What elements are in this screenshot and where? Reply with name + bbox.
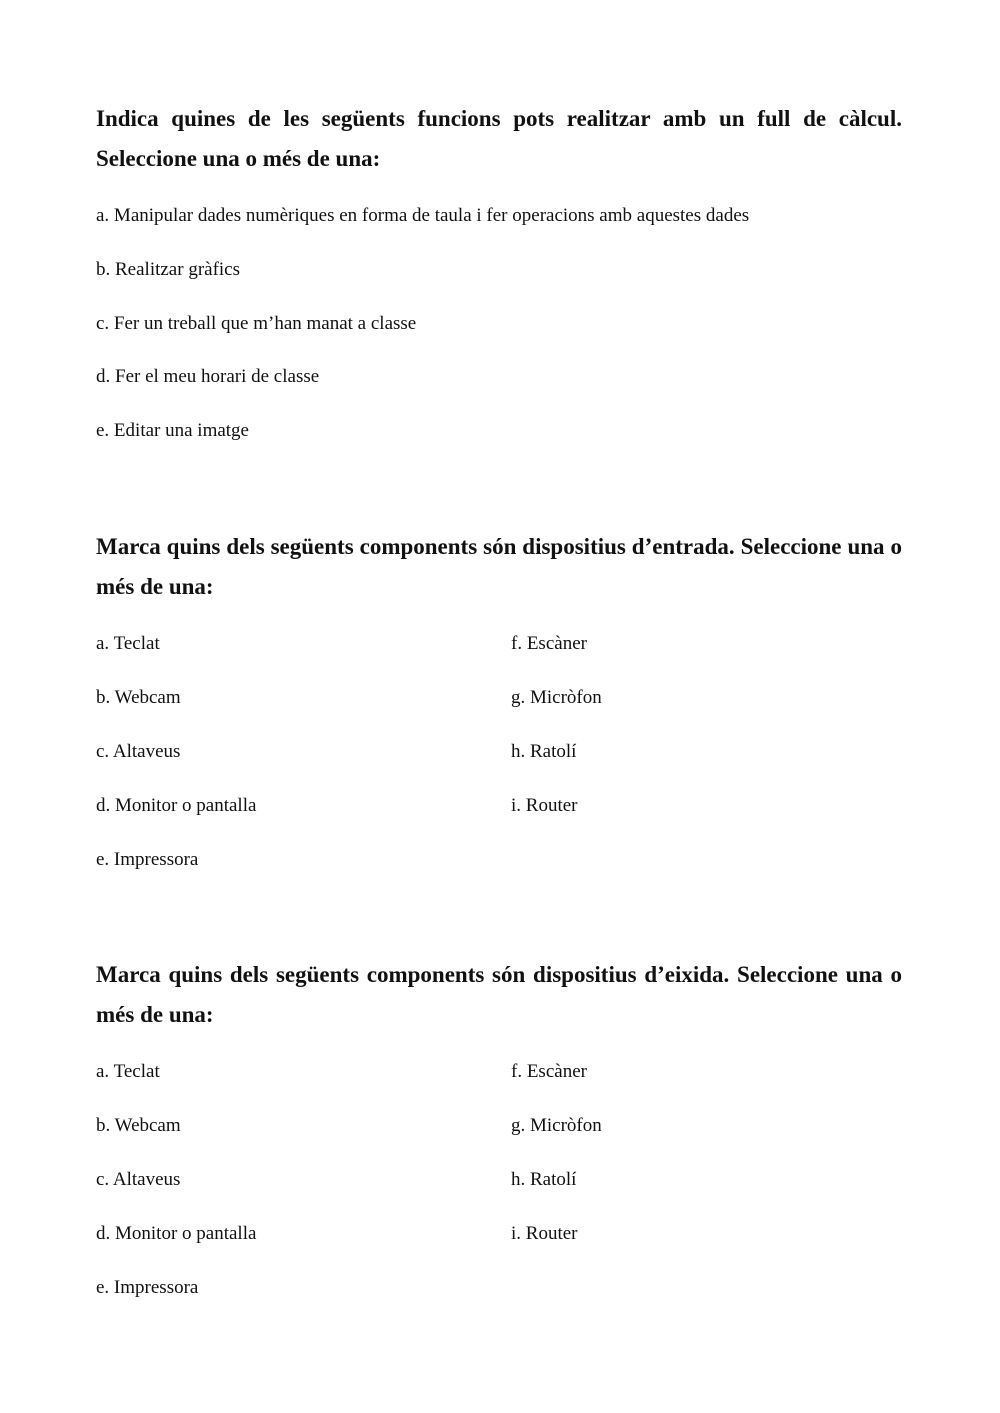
question-title: Marca quins dels següents components són dispositius d’eixida. Seleccione una o més de una:: [96, 962, 902, 1027]
option-a[interactable]: a. Teclat: [96, 1061, 160, 1082]
option-e[interactable]: e. Impressora: [96, 1277, 199, 1298]
question-output-devices: [96, 955, 902, 1298]
option-f[interactable]: f. Escàner: [511, 633, 587, 654]
option-h[interactable]: h. Ratolí: [511, 741, 577, 762]
option-e[interactable]: e. Editar una imatge: [96, 420, 249, 441]
option-i[interactable]: i. Router: [511, 1223, 578, 1244]
option-g[interactable]: g. Micròfon: [511, 1115, 602, 1136]
question-spreadsheet-functions: [96, 99, 902, 441]
option-b[interactable]: b. Realitzar gràfics: [96, 259, 241, 280]
option-h[interactable]: h. Ratolí: [511, 1169, 577, 1190]
option-a[interactable]: a. Manipular dades numèriques en forma de taula i fer operacions amb aquestes dades: [96, 205, 750, 226]
document-page: [96, 0, 902, 1413]
option-a[interactable]: a. Teclat: [96, 633, 160, 654]
option-f[interactable]: f. Escàner: [511, 1061, 587, 1082]
option-b[interactable]: b. Webcam: [96, 687, 181, 708]
option-e[interactable]: e. Impressora: [96, 849, 199, 870]
option-c[interactable]: c. Altaveus: [96, 741, 181, 762]
option-b[interactable]: b. Webcam: [96, 1115, 181, 1136]
option-c[interactable]: c. Fer un treball que m’han manat a classe: [96, 313, 417, 334]
question-title: Indica quines de les següents funcions pots realitzar amb un full de càlcul. Seleccione una o més de una:: [96, 106, 902, 171]
option-g[interactable]: g. Micròfon: [511, 687, 602, 708]
option-d[interactable]: d. Monitor o pantalla: [96, 1223, 257, 1244]
option-c[interactable]: c. Altaveus: [96, 1169, 181, 1190]
question-title: Marca quins dels següents components són dispositius d’entrada. Seleccione una o més de una:: [96, 534, 902, 599]
question-input-devices: [96, 527, 902, 870]
option-d[interactable]: d. Fer el meu horari de classe: [96, 366, 320, 387]
option-d[interactable]: d. Monitor o pantalla: [96, 795, 257, 816]
option-i[interactable]: i. Router: [511, 795, 578, 816]
